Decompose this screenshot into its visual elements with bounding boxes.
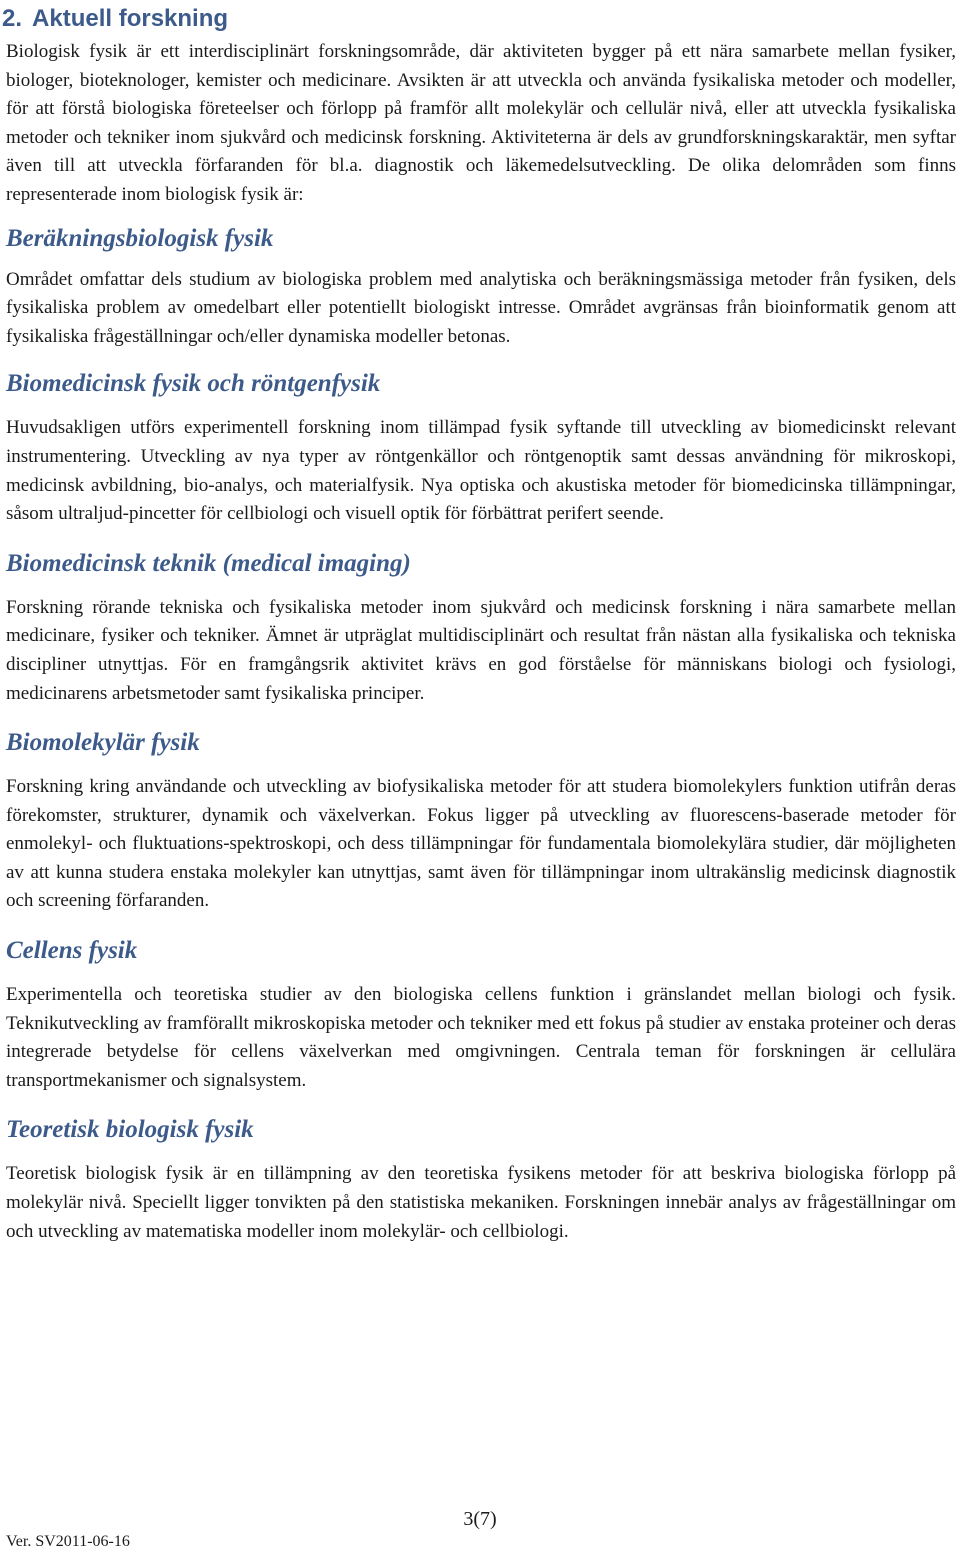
section-text-cellens-fysik: Experimentella och teoretiska studier av den biologiska cellens funktion i gränslandet mellan biologi och fysik. Teknikutveckling av framförallt mikroskopiska metoder och tekniker med ett fokus på studier av enstaka proteiner och deras integrerade betydelse för cellens växelverkan med omgivningen. Centrala teman för forskningen är cellulära transportmekanismer och signalsystem.	[6, 984, 956, 1091]
section-heading-biomedicinsk-fysik: Biomedicinsk fysik och röntgenfysik	[6, 370, 381, 398]
section-heading-biomedicinsk-teknik: Biomedicinsk teknik (medical imaging)	[6, 549, 411, 577]
document-page	[2, 0, 956, 1246]
section-text-teoretisk-biologisk-fysik: Teoretisk biologisk fysik är en tillämpning av den teoretiska fysikens metoder för att beskriva biologiska förlopp på molekylär nivå. Speciellt ligger tonvikten på den statistiska mekaniken. Forskningen innebär analys av frågeställningar om och utveckling av matematiska modeller inom molekylär- och cellbiologi.	[6, 1163, 956, 1242]
section-text-biomedicinsk-fysik: Huvudsakligen utförs experimentell forskning inom tillämpad fysik syftande till utveckling av biomedicinskt relevant instrumentering. Utveckling av nya typer av röntgenkällor och röntgenoptik samt dessas användning för mikroskopi, medicinsk avbildning, bio-analys, och materialfysik. Nya optiska och akustiska metoder för biomedicinska tillämpningar, såsom ultraljud-pincetter för cellbiologi och visuell optik för förbättrat perifert seende.	[6, 417, 956, 525]
version-label: Ver. SV2011-06-16	[6, 1533, 130, 1550]
section-heading-berakningsbiologisk-fysik: Beräkningsbiologisk fysik	[6, 224, 274, 252]
chapter-number: 2.	[2, 5, 23, 32]
section-text-berakningsbiologisk-fysik: Området omfattar dels studium av biologiska problem med analytiska och beräkningsmässiga metoder från fysiken, dels fysikaliska problem av omedelbart eller potentiellt biologiskt intresse. Området avgränsas från bioinformatik genom att fysikaliska frågeställningar och/eller dynamiska modeller betonas.	[6, 268, 956, 347]
section-text-biomolekylar-fysik: Forskning kring användande och utveckling av biofysikaliska metoder för att studera biomolekylers funktion utifrån deras förekomster, strukturer, dynamik och växelverkan. Fokus ligger på utveckling av fluorescens-baserade metoder för enmolekyl- och fluktuations-spektroskopi, och dess tillämpningar för fundamentala biomolekylära studier, där möjligheten av att kunna studera enstaka molekyler kan utnyttjas, samt även för tillämpningar inom ultrakänslig medicinsk diagnostik och screening förfaranden.	[6, 776, 956, 912]
page-number: 3(7)	[463, 1508, 497, 1530]
section-heading-biomolekylar-fysik: Biomolekylär fysik	[6, 729, 200, 757]
chapter-title: Aktuell forskning	[32, 5, 229, 32]
section-heading-teoretisk-biologisk-fysik: Teoretisk biologisk fysik	[6, 1116, 254, 1144]
section-heading-cellens-fysik: Cellens fysik	[6, 937, 138, 965]
intro-paragraph: Biologisk fysik är ett interdisciplinärt forskningsområde, där aktiviteten bygger på ett nära samarbete mellan fysiker, biologer, bioteknologer, kemister och medicinare. Avsikten är att utveckla och använda fysikaliska metoder och modeller, för att förstå biologiska företeelser och förlopp på framför allt molekylär och cellulär nivå, eller att utveckla fysikaliska metoder och tekniker inom sjukvård och medicinsk forskning. Aktiviteterna är dels av grundforskningskaraktär, men syftar även till att utveckla förfaranden för bl.a. diagnostik och läkemedelsutveckling. De olika delområden som finns representerade inom biologisk fysik är:	[6, 41, 956, 205]
section-text-biomedicinsk-teknik: Forskning rörande tekniska och fysikaliska metoder inom sjukvård och medicinsk forskning i nära samarbete mellan medicinare, fysiker och tekniker. Ämnet är utpräglat multidisciplinärt och resultat från nästan alla fysikaliska och tekniska discipliner utnyttjas. För en framgångsrik aktivitet krävs en god förståelse för människans biologi och fysiologi, medicinarens arbetsmetoder samt fysikaliska principer.	[6, 596, 956, 704]
chapter-heading	[2, 4, 956, 34]
